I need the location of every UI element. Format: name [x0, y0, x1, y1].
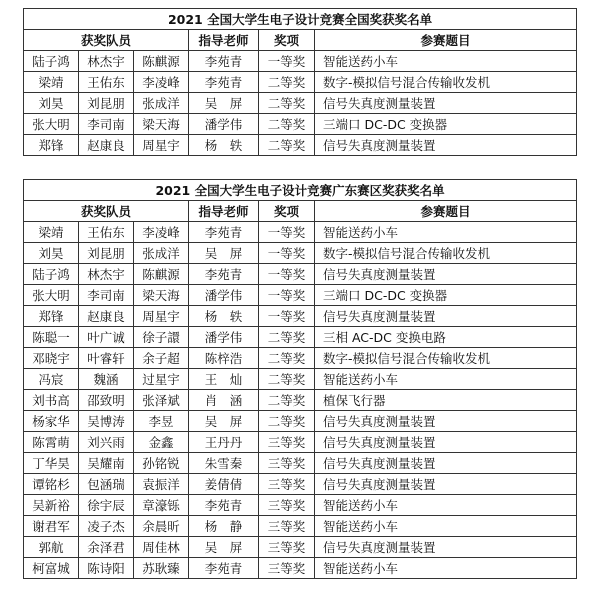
award-cell: 二等奖: [259, 135, 315, 156]
member-1-cell: 梁靖: [24, 72, 79, 93]
table-row: [24, 411, 577, 432]
member-1-cell: 梁靖: [24, 222, 79, 243]
project-cell: 信号失真度测量装置: [315, 306, 577, 327]
advisor-cell: 李苑青: [189, 51, 259, 72]
table-row: [24, 72, 577, 93]
award-cell: 一等奖: [259, 306, 315, 327]
member-2-cell: 李司南: [79, 285, 134, 306]
advisor-cell: 吴 屏: [189, 537, 259, 558]
member-3-cell: 周星宇: [134, 306, 189, 327]
advisor-cell: 李苑青: [189, 222, 259, 243]
member-3-cell: 余子超: [134, 348, 189, 369]
award-cell: 二等奖: [259, 369, 315, 390]
project-cell: 数字-模拟信号混合传输收发机: [315, 348, 577, 369]
member-1-cell: 冯宸: [24, 369, 79, 390]
member-3-cell: 袁振洋: [134, 474, 189, 495]
guangdong-awards-table: [23, 179, 577, 579]
member-2-cell: 邵致明: [79, 390, 134, 411]
award-cell: 三等奖: [259, 537, 315, 558]
award-cell: 一等奖: [259, 264, 315, 285]
member-1-cell: 谢君军: [24, 516, 79, 537]
project-cell: 三相 AC-DC 变换电路: [315, 327, 577, 348]
award-cell: 一等奖: [259, 222, 315, 243]
member-2-cell: 赵康良: [79, 135, 134, 156]
advisor-cell: 吴 屏: [189, 411, 259, 432]
advisor-cell: 肖 涵: [189, 390, 259, 411]
table-row: [24, 135, 577, 156]
member-1-cell: 郑锋: [24, 135, 79, 156]
guangdong-awards-body: [24, 180, 577, 579]
award-cell: 一等奖: [259, 285, 315, 306]
project-cell: 数字-模拟信号混合传输收发机: [315, 72, 577, 93]
member-3-cell: 李昱: [134, 411, 189, 432]
member-3-cell: 梁天海: [134, 285, 189, 306]
table-row: [24, 114, 577, 135]
table-row: [24, 306, 577, 327]
member-3-cell: 陈麒源: [134, 51, 189, 72]
national-awards-body: [24, 9, 577, 156]
award-cell: 三等奖: [259, 558, 315, 579]
member-1-cell: 谭铭杉: [24, 474, 79, 495]
award-cell: 三等奖: [259, 474, 315, 495]
award-cell: 二等奖: [259, 72, 315, 93]
table-row: [24, 516, 577, 537]
member-3-cell: 苏耿臻: [134, 558, 189, 579]
member-1-cell: 陆子鸿: [24, 264, 79, 285]
member-2-cell: 林杰宇: [79, 51, 134, 72]
project-cell: 智能送药小车: [315, 558, 577, 579]
table-row: [24, 243, 577, 264]
table-row: [24, 264, 577, 285]
advisor-cell: 陈梓浩: [189, 348, 259, 369]
header-award: 奖项: [259, 30, 315, 51]
project-cell: 智能送药小车: [315, 222, 577, 243]
member-2-cell: 凌子杰: [79, 516, 134, 537]
member-3-cell: 孙铭锐: [134, 453, 189, 474]
advisor-cell: 王 灿: [189, 369, 259, 390]
table-title: 2021 全国大学生电子设计竞赛全国奖获奖名单: [24, 9, 577, 30]
member-1-cell: 杨家华: [24, 411, 79, 432]
member-3-cell: 章濠铄: [134, 495, 189, 516]
award-cell: 三等奖: [259, 516, 315, 537]
member-1-cell: 郭航: [24, 537, 79, 558]
award-cell: 二等奖: [259, 114, 315, 135]
table-row: [24, 537, 577, 558]
header-advisor: 指导老师: [189, 201, 259, 222]
table-row: [24, 93, 577, 114]
table-row: [24, 348, 577, 369]
member-2-cell: 李司南: [79, 114, 134, 135]
member-1-cell: 郑锋: [24, 306, 79, 327]
header-project: 参赛题目: [315, 30, 577, 51]
advisor-cell: 李苑青: [189, 72, 259, 93]
member-2-cell: 林杰宇: [79, 264, 134, 285]
advisor-cell: 李苑青: [189, 495, 259, 516]
project-cell: 信号失真度测量装置: [315, 432, 577, 453]
advisor-cell: 姜倩倩: [189, 474, 259, 495]
table-row: [24, 558, 577, 579]
project-cell: 信号失真度测量装置: [315, 264, 577, 285]
member-2-cell: 陈诗阳: [79, 558, 134, 579]
member-3-cell: 张成洋: [134, 243, 189, 264]
award-cell: 一等奖: [259, 243, 315, 264]
member-3-cell: 周星宇: [134, 135, 189, 156]
award-cell: 二等奖: [259, 411, 315, 432]
member-3-cell: 过星宇: [134, 369, 189, 390]
table-row: [24, 495, 577, 516]
advisor-cell: 朱雪秦: [189, 453, 259, 474]
member-1-cell: 张大明: [24, 114, 79, 135]
member-3-cell: 李凌峰: [134, 222, 189, 243]
project-cell: 智能送药小车: [315, 51, 577, 72]
project-cell: 信号失真度测量装置: [315, 537, 577, 558]
project-cell: 智能送药小车: [315, 516, 577, 537]
member-1-cell: 柯富城: [24, 558, 79, 579]
member-3-cell: 周佳林: [134, 537, 189, 558]
member-2-cell: 刘昆朋: [79, 243, 134, 264]
member-3-cell: 李凌峰: [134, 72, 189, 93]
table-row: [24, 327, 577, 348]
table-row: [24, 453, 577, 474]
member-2-cell: 叶睿轩: [79, 348, 134, 369]
project-cell: 信号失真度测量装置: [315, 135, 577, 156]
member-1-cell: 邓晓宇: [24, 348, 79, 369]
member-1-cell: 陆子鸿: [24, 51, 79, 72]
award-cell: 三等奖: [259, 432, 315, 453]
header-advisor: 指导老师: [189, 30, 259, 51]
member-2-cell: 包涵瑞: [79, 474, 134, 495]
advisor-cell: 李苑青: [189, 558, 259, 579]
table-title-row: [24, 9, 577, 30]
project-cell: 三端口 DC-DC 变换器: [315, 114, 577, 135]
advisor-cell: 潘学伟: [189, 285, 259, 306]
award-cell: 二等奖: [259, 93, 315, 114]
project-cell: 信号失真度测量装置: [315, 93, 577, 114]
award-cell: 三等奖: [259, 495, 315, 516]
member-3-cell: 梁天海: [134, 114, 189, 135]
member-3-cell: 张泽斌: [134, 390, 189, 411]
member-2-cell: 王佑东: [79, 72, 134, 93]
table-row: [24, 474, 577, 495]
member-2-cell: 徐宇辰: [79, 495, 134, 516]
advisor-cell: 杨 静: [189, 516, 259, 537]
table-title-row: [24, 180, 577, 201]
member-1-cell: 丁华昊: [24, 453, 79, 474]
table-title: 2021 全国大学生电子设计竞赛广东赛区奖获奖名单: [24, 180, 577, 201]
project-cell: 信号失真度测量装置: [315, 411, 577, 432]
member-2-cell: 刘昆朋: [79, 93, 134, 114]
member-1-cell: 刘昊: [24, 243, 79, 264]
member-2-cell: 王佑东: [79, 222, 134, 243]
member-1-cell: 刘书高: [24, 390, 79, 411]
project-cell: 信号失真度测量装置: [315, 474, 577, 495]
advisor-cell: 王丹丹: [189, 432, 259, 453]
table-row: [24, 369, 577, 390]
member-2-cell: 吴耀南: [79, 453, 134, 474]
project-cell: 植保飞行器: [315, 390, 577, 411]
member-1-cell: 陈聪一: [24, 327, 79, 348]
member-2-cell: 叶广诚: [79, 327, 134, 348]
member-1-cell: 刘昊: [24, 93, 79, 114]
member-1-cell: 张大明: [24, 285, 79, 306]
award-cell: 一等奖: [259, 51, 315, 72]
member-2-cell: 魏涵: [79, 369, 134, 390]
member-3-cell: 余晨昕: [134, 516, 189, 537]
member-3-cell: 陈麒源: [134, 264, 189, 285]
table-row: [24, 51, 577, 72]
header-team: 获奖队员: [24, 201, 189, 222]
table-row: [24, 432, 577, 453]
table-row: [24, 390, 577, 411]
award-cell: 三等奖: [259, 453, 315, 474]
table-header-row: [24, 30, 577, 51]
advisor-cell: 潘学伟: [189, 327, 259, 348]
award-cell: 二等奖: [259, 327, 315, 348]
member-3-cell: 徐子譞: [134, 327, 189, 348]
member-2-cell: 吴博涛: [79, 411, 134, 432]
header-project: 参赛题目: [315, 201, 577, 222]
member-2-cell: 赵康良: [79, 306, 134, 327]
member-3-cell: 金鑫: [134, 432, 189, 453]
advisor-cell: 杨 轶: [189, 306, 259, 327]
member-3-cell: 张成洋: [134, 93, 189, 114]
advisor-cell: 杨 轶: [189, 135, 259, 156]
member-1-cell: 陈霄萌: [24, 432, 79, 453]
national-awards-table: [23, 8, 577, 156]
project-cell: 数字-模拟信号混合传输收发机: [315, 243, 577, 264]
project-cell: 智能送药小车: [315, 369, 577, 390]
advisor-cell: 李苑青: [189, 264, 259, 285]
table-row: [24, 222, 577, 243]
project-cell: 信号失真度测量装置: [315, 453, 577, 474]
table-row: [24, 285, 577, 306]
award-cell: 二等奖: [259, 348, 315, 369]
member-2-cell: 余泽君: [79, 537, 134, 558]
award-cell: 二等奖: [259, 390, 315, 411]
table-header-row: [24, 201, 577, 222]
header-award: 奖项: [259, 201, 315, 222]
project-cell: 三端口 DC-DC 变换器: [315, 285, 577, 306]
project-cell: 智能送药小车: [315, 495, 577, 516]
advisor-cell: 吴 屏: [189, 243, 259, 264]
advisor-cell: 吴 屏: [189, 93, 259, 114]
advisor-cell: 潘学伟: [189, 114, 259, 135]
member-2-cell: 刘兴雨: [79, 432, 134, 453]
member-1-cell: 吴新裕: [24, 495, 79, 516]
header-team: 获奖队员: [24, 30, 189, 51]
